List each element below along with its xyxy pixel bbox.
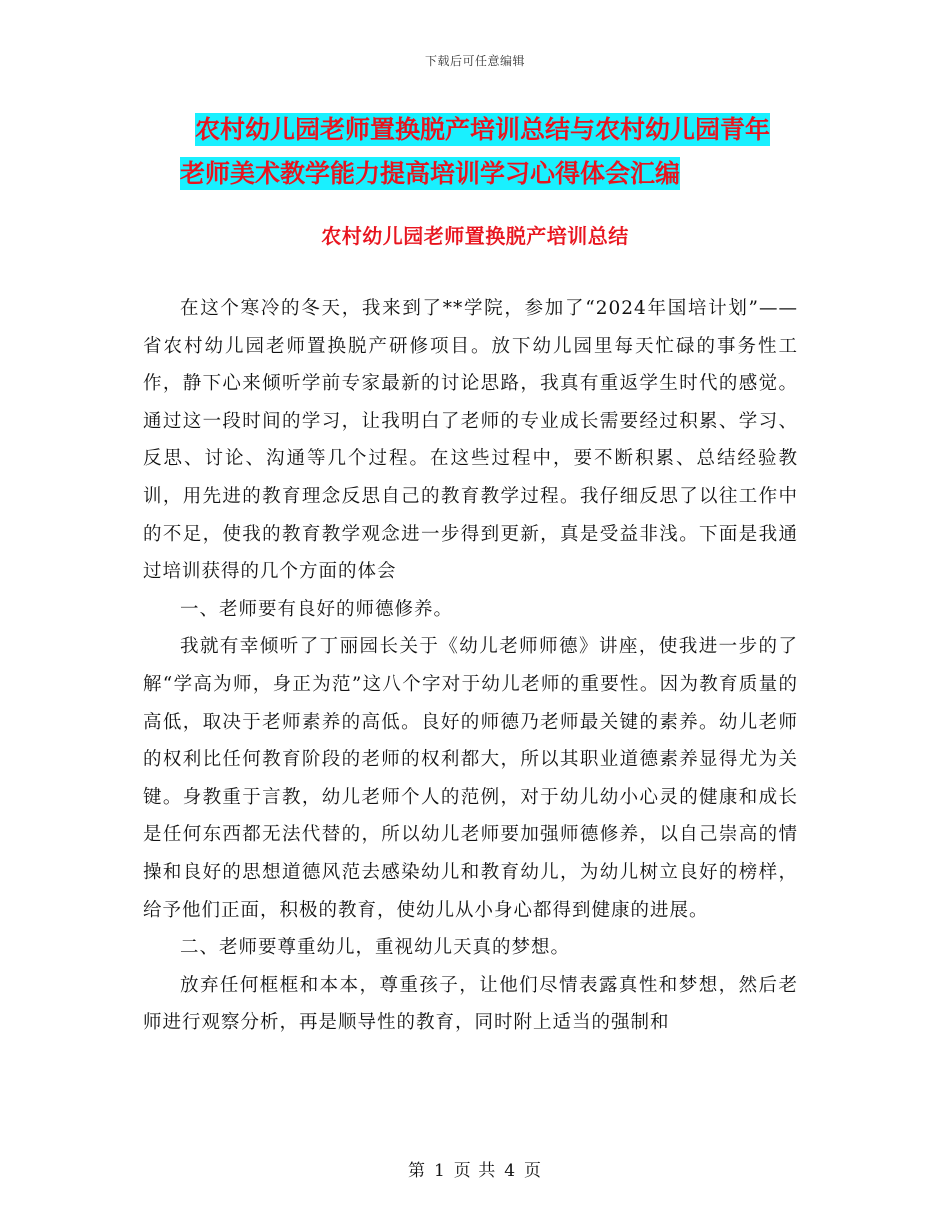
paragraph-heading-2: 二、老师要尊重幼儿，重视幼儿天真的梦想。 (180, 937, 571, 959)
page-number: 1 (433, 1161, 446, 1181)
document-title-line-2: 老师美术教学能力提高培训学习心得体会汇编 (180, 159, 681, 188)
paragraph-ethics: 我就有幸倾听了丁丽园长关于《幼儿老师师德》讲座，使我进一步的了解“学高为师，身正为范”这八个字对于幼儿老师的重要性。因为教育质量的高低，取决于老师素养的高低。良好的师德乃老师最关键的素养。幼儿老师的权利比任何教育阶段的老师的权利都大，所以其职业道德素养显得尤为关键。身教重于言教，幼儿老师个人的范例，对于幼儿幼小心灵的健康和成长是任何东西都无法代替的，所以幼儿老师要加强师德修养，以自己崇高的情操和良好的思想道德风范去感染幼儿和教育幼儿，为幼儿树立良好的榜样，给予他们正面，积极的教育，使幼儿从小身心都得到健康的进展。 (143, 636, 798, 921)
paragraph-respect: 放弃任何框框和本本，尊重孩子，让他们尽情表露真性和梦想，然后老师进行观察分析，再是顺导性的教育，同时附上适当的强制和 (143, 974, 798, 1034)
paragraph-heading-1: 一、老师要有良好的师德修养。 (180, 598, 454, 620)
document-title-line-1: 农村幼儿园老师置换脱产培训总结与农村幼儿园青年 (195, 115, 771, 144)
page-label-mid: 页 共 (453, 1161, 497, 1181)
page-label-suffix: 页 (524, 1161, 543, 1181)
document-body (143, 290, 798, 1042)
paragraph-intro: 在这个寒冷的冬天，我来到了**学院，参加了“2024年国培计划”——省农村幼儿园老师置换脱产研修项目。放下幼儿园里每天忙碌的事务性工作，静下心来倾听学前专家最新的讨论思路，我真有重返学生时代的感觉。通过这一段时间的学习，让我明白了老师的专业成长需要经过积累、学习、反思、讨论、沟通等几个过程。在这些过程中，要不断积累、总结经验教训，用先进的教育理念反思自己的教育教学过程。我仔细反思了以往工作中的不足，使我的教育教学观念进一步得到更新，真是受益非浅。下面是我通过培训获得的几个方面的体会 (143, 298, 798, 583)
page-total: 4 (504, 1161, 517, 1181)
page-label-prefix: 第 (407, 1161, 426, 1181)
page-footer (0, 1156, 950, 1181)
page-header-note: 下载后可任意编辑 (424, 54, 525, 68)
document-title (180, 108, 820, 196)
section-title: 农村幼儿园老师置换脱产培训总结 (321, 224, 629, 248)
